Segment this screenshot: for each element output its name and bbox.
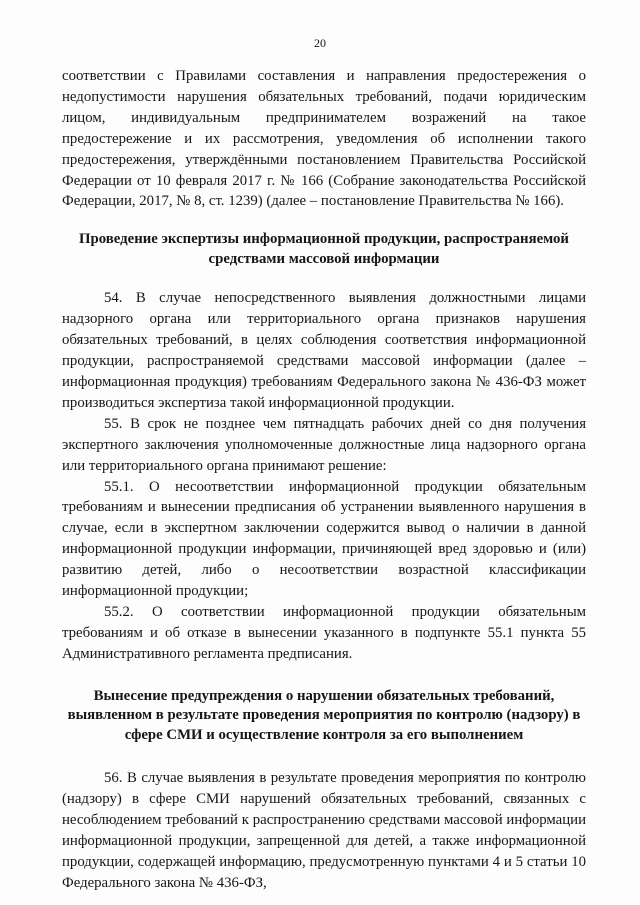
document-body (62, 66, 586, 894)
section-heading-warning: Вынесение предупреждения о нарушении обязательных требований, выявленном в результате проведения мероприятия по контролю (надзору) в сфере СМИ и осуществление контроля за его выполнением (67, 687, 581, 743)
intro-paragraph: соответствии с Правилами составления и направления предостережения о недопустимости нарушения обязательных требований, подачи юридическим лицом, индивидуальным предпринимателем возражений на такое предостережение и их рассмотрения, уведомления об исполнении такого предостережения, утверждёнными постановлением Правительства Российской Федерации от 10 февраля 2017 г. № 166 (Собрание законодательства Российской Федерации, 2017, № 8, ст. 1239) (далее – постановление Правительства № 166). (62, 68, 586, 210)
page-number: 20 (314, 36, 326, 50)
paragraph-55-2: 55.2. О соответствии информационной продукции обязательным требованиям и об отказе в вынесении указанного в подпункте 55.1 пункта 55 Административного регламента предписания. (62, 603, 586, 662)
paragraph-54: 54. В случае непосредственного выявления должностными лицами надзорного органа или территориального органа признаков нарушения обязательных требований, в целях соблюдения соответствия информационной продукции, распространяемой средствами массовой информации (далее – информационная продукция) требованиям Федерального закона № 436-ФЗ может производиться экспертиза такой информационной продукции. (62, 290, 586, 411)
section-heading-expertise: Проведение экспертизы информационной продукции, распространяемой средствами массовой информации (79, 231, 569, 267)
paragraph-55: 55. В срок не позднее чем пятнадцать рабочих дней со дня получения экспертного заключения уполномоченные должностные лица надзорного органа или территориального органа принимают решение: (62, 415, 586, 474)
paragraph-56: 56. В случае выявления в результате проведения мероприятия по контролю (надзору) в сфере СМИ нарушений обязательных требований, связанных с несоблюдением требований к распространению средствами массовой информации информационной продукции, запрещенной для детей, а также информационной продукции, содержащей информацию, предусмотренную пунктами 4 и 5 статьи 10 Федерального закона № 436-ФЗ, (62, 770, 586, 891)
paragraph-55-1: 55.1. О несоответствии информационной продукции обязательным требованиям и вынесении предписания об устранении выявленного нарушения в случае, если в экспертном заключении содержится вывод о наличии в данной информационной продукции информации, причиняющей вред здоровью и (или) развитию детей, либо о несоответствии возрастной классификации информационной продукции; (62, 478, 586, 600)
